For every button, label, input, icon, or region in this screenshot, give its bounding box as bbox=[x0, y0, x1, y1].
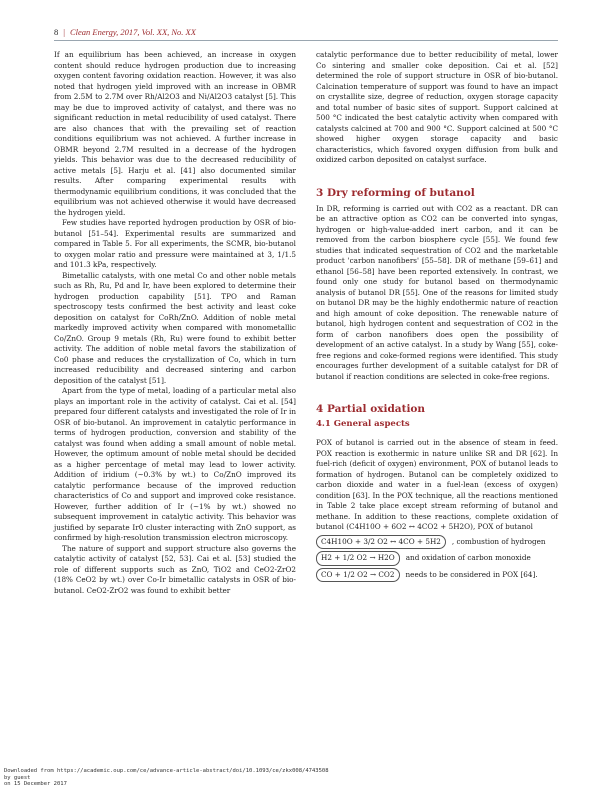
equation-caption: , combustion of hydrogen bbox=[451, 536, 546, 546]
header-separator: | bbox=[63, 27, 65, 37]
footer-line: on 15 December 2017 bbox=[4, 781, 67, 787]
journal-citation: Clean Energy, 2017, Vol. XX, No. XX bbox=[69, 27, 196, 37]
right-column bbox=[316, 50, 558, 584]
running-header bbox=[54, 26, 196, 38]
paragraph: Apart from the type of metal, loading of a particular metal also plays an important role in the activity of catalyst. Cai et al. [54] prepared four different catalysts and investigated the role of Ir in OSR of bio-butanol. An improvement in catalytic performance in terms of hydrogen production, conversion and stability of the catalyst was found when adding a small amount of noble metal. However, the optimum amount of noble metal should be decided as a higher percentage of metal may lead to lower activity. Addition of iridium (~0.3% by wt.) to Co/ZnO improved its catalytic performance because of the improved reduction characteristics of Co and support and improved coke resistance. However, further addition of Ir (~1% by wt.) showed no subsequent improvement in catalytic activity. This behavior was justified by separate Ir0 cluster interacting with ZnO support, as confirmed by high-resolution transmission electron microscopy. bbox=[54, 386, 296, 542]
paragraph: catalytic performance due to better reducibility of metal, lower Co sintering and smaller coke deposition. Cai et al. [52] determined the role of support structure in OSR of bio-butanol. Calcination temperature of support was found to have an impact on crystallite size, degree of reduction, oxygen storage capacity and total number of basic sites of support. Support calcined at 500 °C indicated the best catalytic activity when compared with catalysts calcined at 700 and 900 °C. Support calcined at 500 °C showed higher oxygen storage capacity and basic characteristics, which favored oxygen diffusion from bulk and oxidized carbon deposited on catalyst surface. bbox=[316, 50, 558, 164]
equation-line bbox=[316, 551, 558, 566]
section-heading-partial-oxidation: 4 Partial oxidation bbox=[316, 403, 426, 415]
subsection-heading-general-aspects: 4.1 General aspects bbox=[316, 419, 410, 429]
footer-line: Downloaded from https://academic.oup.com/ce/advance-article-abstract/doi/10.1093/ce/zkx008/4743508 bbox=[4, 768, 329, 774]
equation-line bbox=[316, 535, 558, 550]
paragraph: In DR, reforming is carried out with CO2 as a reactant. DR can be an attractive option as CO2 can be converted into syngas, hydrogen or high-value-added inert carbon, and it can be removed from the carbon biosphere cycle [55]. We found few studies that indicated sequestration of CO2 and the marketable product 'carbon nanofibers' [55–58]. DR of methane [59–61] and ethanol [56–58] have been reported extensively. In contrast, we found only one study for butanol based on thermodynamic analysis of butanol DR [55]. One of the reasons for limited study on butanol DR may be the highly endothermic nature of reaction and high amount of coke deposition. The renewable nature of butanol, high hydrogen content and sequestration of CO2 in the form of carbon nanofibers does open the possibility of development of an active catalyst. In a study by Wang [55], coke-free regions and coke-formed regions were identified. This study encourages further development of a suitable catalyst for DR of butanol if reaction conditions are selected in coke-free regions. bbox=[316, 203, 558, 381]
footer-line: by guest bbox=[4, 774, 31, 781]
page-number: 8 bbox=[54, 27, 59, 37]
left-column bbox=[54, 50, 296, 596]
equation-caption: needs to be considered in POX [64]. bbox=[405, 569, 538, 579]
equation-co-oxidation: CO + 1/2 O2 → CO2 bbox=[316, 568, 400, 583]
header-rule bbox=[54, 40, 558, 41]
download-footer bbox=[4, 768, 329, 788]
section-heading-dry-reforming: 3 Dry reforming of butanol bbox=[316, 186, 475, 199]
equation-caption: and oxidation of carbon monoxide bbox=[405, 553, 531, 562]
equation-hydrogen-combustion: H2 + 1/2 O2 → H2O bbox=[316, 551, 400, 566]
paragraph: Bimetallic catalysts, with one metal Co and other noble metals such as Rh, Ru, Pd and Ir, have been explored to determine their hydrogen production capability [51]. TPO and Raman spectroscopy tests confirmed the best activity and least coke deposition on catalyst for CoRh/ZnO. Addition of noble metal markedly improved activity when compared with monometallic Co/ZnO. Group 9 metals (Rh, Ru) were found to exhibit better activity. The addition of noble metal favors the stabilization of Co0 phase and reduces the crystallization of Co, which in turn increased reducibility and decreased sintering and carbon deposition of the catalyst [51]. bbox=[54, 270, 296, 385]
paragraph: The nature of support and support structure also governs the catalytic activity of catalyst [52, 53]. Cai et al. [53] studied the role of different supports such as ZnO, TiO2 and CeO2-ZrO2 (18% CeO2 by wt.) over Co-Ir bimetallic catalysts in OSR of bio-butanol. CeO2-ZrO2 was found to exhibit better bbox=[54, 543, 296, 595]
paragraph: POX of butanol is carried out in the absence of steam in feed. POX reaction is exothermic in nature unlike SR and DR [62]. In fuel-rich (deficit of oxygen) environment, POX of butanol leads to formation of hydrogen. Butanol can be completely oxidized to carbon dioxide and water in a fuel-lean (excess of oxygen) condition [63]. In the POX technique, all the reactions mentioned in Table 2 take place except stream reforming of butanol and methane. In addition to these reactions, complete oxidation of butanol (C4H10O + 6O2 ↔ 4CO2 + 5H2O), POX of butanol bbox=[316, 438, 558, 531]
paragraph: Few studies have reported hydrogen production by OSR of bio-butanol [51–54]. Experimental results are summarized and compared in Table 5. For all experiments, the SCMR, bio-butanol to oxygen molar ratio and pressure were maintained at 3, 1/1.5 and 101.3 kPa, respectively. bbox=[54, 218, 296, 269]
equation-pox-butanol: C4H10O + 3/2 O2 ↔ 4CO + 5H2 bbox=[316, 535, 446, 550]
paragraph: If an equilibrium has been achieved, an increase in oxygen content should reduce hydrogen production due to increasing oxygen content favoring oxidation reaction. However, it was also noted that hydrogen yield improved with an increase in OBMR from 2.5M to 2.7M over Rh/Al2O3 and Ni/Al2O3 catalyst [5]. This may be due to improved activity of catalyst, and there was no significant reduction in metal reducibility of used catalyst. There are also chances that with the prevailing set of reaction conditions equilibrium was not achieved. A further increase in OBMR beyond 2.7M resulted in a decrease of the hydrogen yields. This behavior was due to the decreased reducibility of active metals [5]. Harju et al. [41] also documented similar results. After comparing experimental results with thermodynamic equilibrium conditions, it was concluded that the equilibrium was not achieved otherwise it would have decreased the hydrogen yield. bbox=[54, 50, 296, 217]
equation-line bbox=[316, 568, 558, 583]
